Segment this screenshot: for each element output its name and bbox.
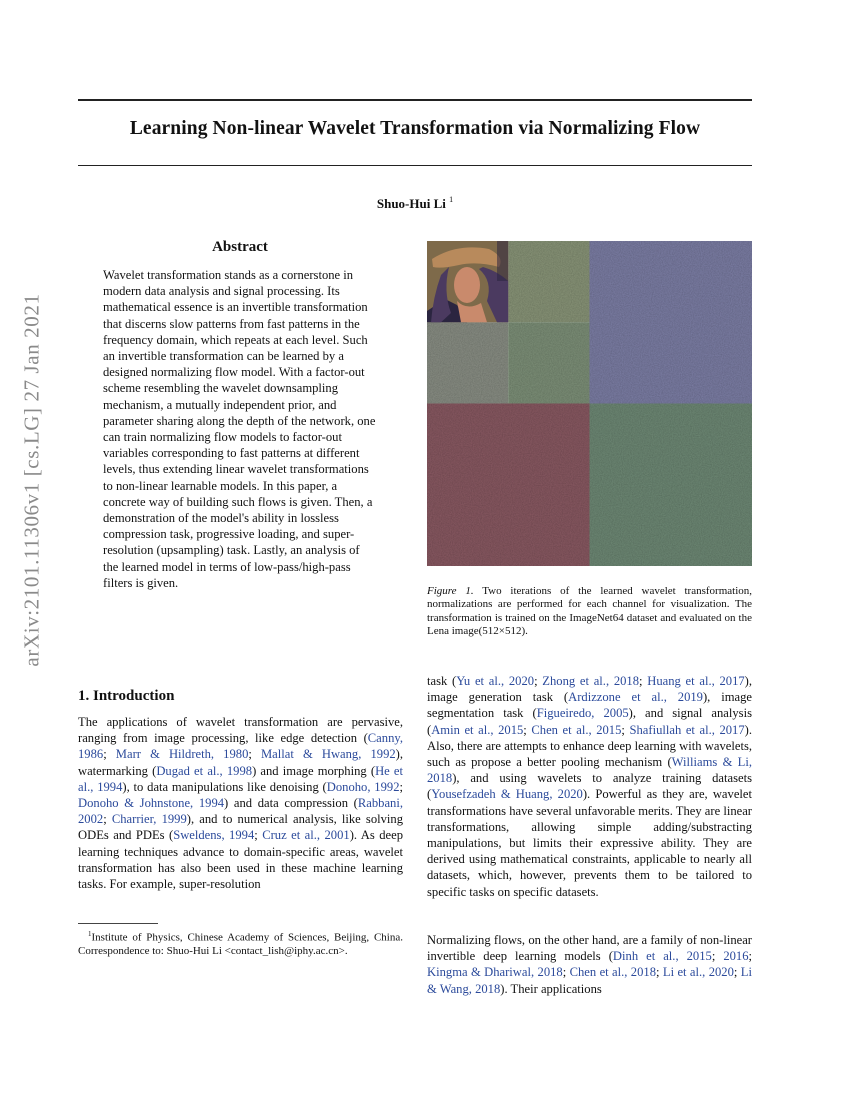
citation-link[interactable]: Sweldens, 1994 — [173, 828, 255, 843]
paragraph-text: The applications of wavelet transformation are pervasive, ranging from image processing, like edge detection ( — [78, 715, 403, 746]
citation-link[interactable]: Figueiredo, 2005 — [536, 706, 629, 721]
paragraph-text: Normalizing flows, on the other hand, are a family of non-linear invertible deep learning models ( — [427, 933, 752, 964]
citation-link[interactable]: Yousefzadeh & Huang, 2020 — [431, 787, 583, 802]
paragraph-text: ; — [399, 779, 403, 794]
paragraph-text: ), watermarking ( — [78, 747, 404, 778]
paragraph-text: ; — [103, 812, 112, 827]
paragraph-text: ). Their applications — [500, 981, 602, 996]
paragraph-text: ; — [621, 722, 630, 737]
citation-link[interactable]: Donoho, 1992 — [326, 779, 400, 794]
abstract-heading: Abstract — [212, 239, 268, 255]
paragraph-text: ), image segmentation task ( — [427, 690, 752, 721]
paragraph-text: ; — [534, 674, 543, 688]
abstract-text: Wavelet transformation stands as a cornerstone in modern data analysis and signal processing. Its mathematical essence is an invertible transformation that discerns slow patterns from fast patterns in the frequency domain, which repeats at each level. Such an invertible transformation can be learned by a designed normalizing flow model. With a factor-out scheme resembling the wavelet downsampling mechanism, a mutually independent prior, and parameter sharing along the depth of the network, one can train normalizing flow models to factor-out variables corresponding to fast patterns at different levels, thus extending linear wavelet transformations to non-linear learnable models. In this paper, a concrete way of building such flows is given. Then, a demonstration of the model's ability in lossless compression task, progressive loading, and super-resolution (upsampling) task. Lastly, an analysis of the learned model in terms of low-pass/high-pass filters is given. — [103, 268, 376, 590]
paragraph-text: ) and image morphing ( — [252, 763, 376, 778]
citation-link[interactable]: Zhong et al., 2018 — [542, 674, 640, 688]
paragraph-text: ). As deep learning techniques advance to domain-specific areas, wavelet transformation has also been used in these machine learning tasks. For example, super-resolution — [78, 828, 403, 892]
paragraph-text: ), image generation task ( — [427, 674, 753, 705]
citation-link[interactable]: Donoho & Johnstone, 1994 — [78, 796, 225, 811]
figure-1-caption — [427, 585, 752, 639]
citation-link[interactable]: Marr & Hildreth, 1980 — [115, 747, 249, 762]
paragraph-text: task ( — [427, 674, 457, 688]
figure-1-image — [427, 241, 752, 566]
citation-link[interactable]: Chen et al., 2018 — [569, 965, 656, 980]
figure-1-label: Figure 1. — [427, 585, 474, 597]
paragraph-text: ). Powerful as they are, wavelet transformations have several unfavorable merits. They are linear transformations, allowing simple adding/substracting manipulations, but limits their expressive ability. They are derived using mathematical constraints, applicable to nearly all datasets, which, however, prevents them to be tailored to specific tasks on specific datasets. — [427, 787, 752, 899]
arxiv-stamp-text: arXiv:2101.11306v1 [cs.LG] 27 Jan 2021 — [19, 293, 44, 667]
level1-bottom-right-subband — [508, 322, 589, 403]
citation-link[interactable]: Mallat & Hwang, 1992 — [260, 747, 396, 762]
citation-link[interactable]: Rabbani, 2002 — [78, 796, 403, 827]
footnote-mark: 1 — [88, 930, 92, 938]
level0-bottom-left-subband — [427, 404, 590, 567]
citation-link[interactable]: Williams & Li, 2018 — [427, 755, 752, 786]
figure-1-caption-text: Two iterations of the learned wavelet transformation, normalizations are performed for each channel for visualization. The transformation is trained on the ImageNet64 dataset and evaluated on the Lena image(512×512). — [427, 585, 753, 638]
right-column-paragraph-1 — [427, 673, 752, 900]
citation-link[interactable]: Cruz et al., 2001 — [262, 828, 350, 843]
lena-lowpass-thumbnail — [427, 241, 508, 322]
paragraph-text: ; — [748, 949, 753, 964]
paragraph-text: ), and using wavelets to analyze training datasets ( — [427, 771, 752, 802]
level0-top-right-subband — [590, 241, 753, 404]
citation-link[interactable]: Dugad et al., 1998 — [156, 763, 253, 778]
paragraph-text: ; — [656, 965, 663, 980]
author-name: Shuo-Hui Li — [376, 196, 446, 211]
citation-link[interactable]: Shafiullah et al., 2017 — [629, 722, 745, 737]
paragraph-text: ; — [248, 747, 261, 762]
paragraph-text: ; — [523, 722, 532, 737]
arxiv-stamp — [16, 293, 48, 667]
citation-link[interactable]: Chen et al., 2015 — [531, 722, 622, 737]
paragraph-text: ; — [711, 949, 724, 964]
citation-link[interactable]: Huang et al., 2017 — [647, 674, 745, 688]
level1-top-right-subband — [508, 241, 589, 322]
paragraph-text: ; — [639, 674, 648, 688]
citation-link[interactable]: Ardizzone et al., 2019 — [568, 690, 703, 705]
citation-link[interactable]: Dinh et al., 2015 — [612, 949, 712, 964]
paragraph-text: ), and signal analysis ( — [427, 706, 752, 737]
introduction-paragraph — [78, 714, 403, 892]
paper-title: Learning Non-linear Wavelet Transformation via Normalizing Flow — [129, 118, 701, 139]
right-column-paragraph-2 — [427, 932, 752, 997]
citation-link[interactable]: Canny, 1986 — [78, 731, 403, 762]
level1-bottom-left-subband — [427, 322, 508, 403]
citation-link[interactable]: Yu et al., 2020 — [456, 674, 535, 688]
paragraph-text: ), and to numerical analysis, like solving ODEs and PDEs ( — [78, 812, 404, 843]
author-line — [78, 196, 752, 212]
author-affiliation-mark: 1 — [449, 195, 454, 204]
paragraph-text: ; — [254, 828, 263, 843]
citation-link[interactable]: Charrier, 1999 — [111, 812, 187, 827]
paragraph-text: ) and data compression ( — [224, 796, 358, 811]
title-rule-bottom — [78, 165, 752, 166]
footnote-rule — [78, 923, 158, 924]
title-rule-top — [78, 99, 752, 101]
citation-link[interactable]: Li & Wang, 2018 — [427, 965, 752, 996]
introduction-heading: 1. Introduction — [78, 688, 175, 704]
paragraph-text: ; — [733, 965, 741, 980]
paragraph-text: ; — [103, 747, 116, 762]
wavelet-decomposition-figure — [427, 241, 752, 566]
citation-link[interactable]: Kingma & Dhariwal, 2018 — [427, 965, 563, 980]
citation-link[interactable]: 2016 — [723, 949, 749, 964]
paragraph-text: ; — [562, 965, 570, 980]
citation-link[interactable]: He et al., 1994 — [78, 763, 404, 794]
footnote-text: Institute of Physics, Chinese Academy of Sciences, Beijing, China. Correspondence to: Shuo-Hui Li <contact_lish@iphy.ac.cn>. — [78, 931, 403, 958]
level0-bottom-right-subband — [590, 404, 753, 567]
paragraph-text: ). Also, there are attempts to enhance deep learning with wavelets, such as propose a better pooling mechanism ( — [427, 722, 752, 770]
citation-link[interactable]: Amin et al., 2015 — [431, 722, 524, 737]
footnote — [78, 928, 403, 959]
citation-link[interactable]: Li et al., 2020 — [662, 965, 734, 980]
paragraph-text: ), to data manipulations like denoising ( — [122, 779, 327, 794]
